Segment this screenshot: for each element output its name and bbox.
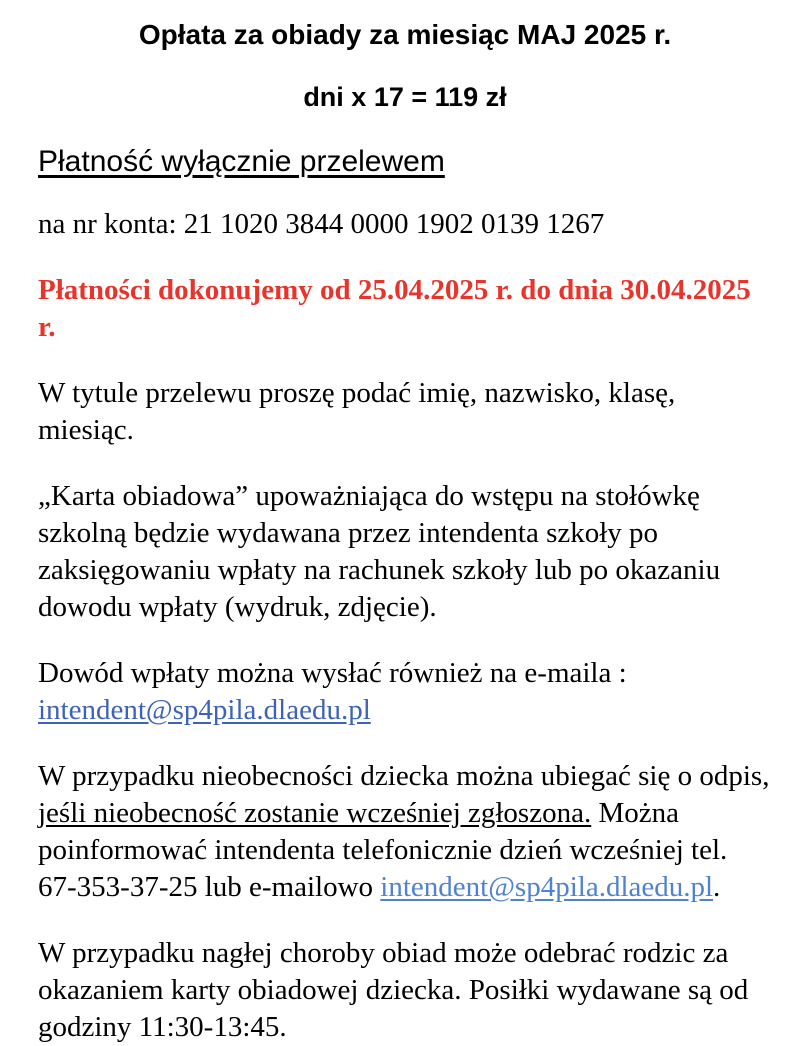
absence-paragraph	[38, 758, 772, 906]
price-formula: dni x 17 = 119 zł	[303, 82, 507, 112]
illness-paragraph: W przypadku nagłej choroby obiad może odebrać rodzic za okazaniem karty obiadowej dziecka. Posiłki wydawane są od godziny 11:30-13:45.	[38, 937, 749, 1043]
notice-title: Opłata za obiady za miesiąc MAJ 2025 r.	[138, 19, 672, 50]
payment-method-line: Płatność wyłącznie przelewem	[38, 145, 445, 178]
absence-text-middle: Można poinformować intendenta telefonicznie dzień wcześniej tel. 67-353-37-25 lub e-mailowo	[38, 797, 728, 903]
lunch-card-paragraph: „Karta obiadowa” upoważniająca do wstępu na stołówkę szkolną będzie wydawana przez intendenta szkoły po zaksięgowaniu wpłaty na rachunek szkoły lub po okazaniu dowodu wpłaty (wydruk, zdjęcie).	[38, 480, 721, 623]
transfer-title-paragraph: W tytule przelewu proszę podać imię, nazwisko, klasę, miesiąc.	[38, 377, 676, 446]
intendent-email-link[interactable]: intendent@sp4pila.dlaedu.pl	[38, 694, 371, 726]
payment-proof-text: Dowód wpłaty można wysłać również na e-maila :	[38, 657, 627, 689]
absence-text-after: .	[713, 871, 721, 903]
payment-deadline-line: Płatności dokonujemy od 25.04.2025 r. do dnia 30.04.2025 r.	[38, 274, 751, 343]
absence-underlined-condition: jeśli nieobecność zostanie wcześniej zgłoszona.	[38, 797, 592, 829]
absence-text-before: W przypadku nieobecności dziecka można ubiegać się o odpis,	[38, 760, 770, 792]
absence-email-link[interactable]: intendent@sp4pila.dlaedu.pl	[380, 871, 714, 903]
payment-proof-paragraph	[38, 655, 772, 729]
account-number-line: na nr konta: 21 1020 3844 0000 1902 0139 1267	[38, 208, 605, 240]
